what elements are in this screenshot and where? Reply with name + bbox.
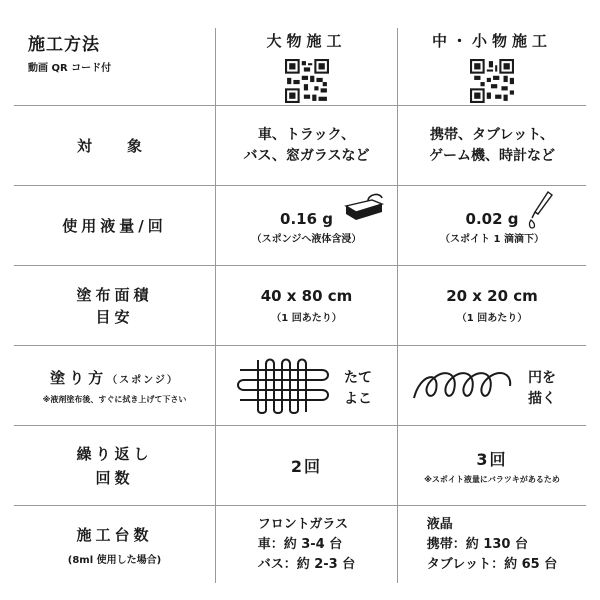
usage-large-value: 0.16 g	[280, 210, 333, 228]
dropper-icon	[522, 190, 556, 230]
row-label-method	[14, 346, 215, 425]
area-small-value: 20 x 20 cm	[446, 287, 538, 305]
row-label-text: 塗布面積	[76, 285, 153, 304]
repeat-small-value: 3回	[476, 449, 508, 469]
count-small-line: 携帯：約 130 台	[426, 537, 528, 552]
count-small-line: タブレット：約 65 台	[426, 557, 558, 572]
repeat-large-value: 2回	[290, 457, 323, 476]
usage-small-note: （スポイト 1 滴滴下）	[440, 234, 544, 245]
qr-code-icon[interactable]	[470, 59, 514, 103]
header-title-cell	[28, 30, 208, 90]
row-label-usage	[14, 186, 215, 265]
count-large-cell	[216, 506, 397, 584]
area-small-note: （1 回あたり）	[456, 313, 528, 324]
circle-stroke-icon	[410, 364, 520, 406]
method-small-label: 円を	[528, 370, 556, 386]
area-large-value: 40 x 80 cm	[260, 287, 353, 305]
area-large-cell	[216, 266, 397, 345]
row-label-area	[14, 266, 215, 345]
target-large-line: バス、窓ガラスなど	[243, 147, 370, 164]
row-label-note: ※液剤塗布後、すぐに拭き上げて下さい	[42, 394, 187, 404]
repeat-small-cell	[398, 426, 586, 505]
target-small-line: ゲーム機、時計など	[429, 147, 555, 164]
row-label-count	[14, 506, 215, 584]
crosshatch-stroke-icon	[234, 356, 334, 416]
target-small-line: 携帯、タブレット、	[429, 126, 555, 143]
row-label-text: 使用液量/回	[62, 217, 167, 235]
sponge-icon	[338, 192, 388, 226]
usage-large-note: （スポンジへ液体含浸）	[251, 234, 362, 245]
count-large-line: フロントガラス	[257, 517, 348, 532]
method-small-cell	[398, 346, 586, 425]
area-large-note: （1 回あたり）	[271, 313, 342, 324]
usage-small-value: 0.02 g	[465, 210, 519, 228]
count-large-line: バス：約 2-3 台	[257, 557, 356, 572]
page-subtitle: 動画 QR コード付	[28, 63, 112, 74]
row-label-text: 塗り方	[50, 368, 108, 387]
row-label-target	[14, 106, 215, 185]
repeat-small-note: ※スポイト液量にバラツキがあるため	[424, 474, 560, 484]
row-label-text: 目安	[95, 307, 134, 326]
row-label-text: 施工台数	[76, 526, 153, 544]
row-label-text: 繰り返し	[76, 444, 153, 463]
target-small-cell	[398, 106, 586, 185]
row-label-subtext: （スポンジ）	[107, 374, 179, 386]
row-label-text: 対 象	[76, 137, 152, 155]
area-small-cell	[398, 266, 586, 345]
row-label-repeat	[14, 426, 215, 505]
usage-small-cell	[398, 186, 586, 265]
count-large-line: 車：約 3-4 台	[257, 537, 343, 552]
column-header-large: 大物施工	[266, 32, 347, 50]
usage-large-cell	[216, 186, 397, 265]
page-title: 施工方法	[28, 35, 100, 55]
count-small-cell	[398, 506, 586, 584]
qr-code-icon[interactable]	[285, 59, 329, 103]
row-label-text: 回数	[95, 468, 134, 487]
method-large-cell	[216, 346, 397, 425]
target-large-line: 車、トラック、	[257, 126, 356, 143]
header-small-cell	[398, 28, 586, 105]
repeat-large-cell	[216, 426, 397, 505]
method-large-label: よこ	[344, 391, 372, 407]
row-label-note: (8ml 使用した場合)	[67, 555, 162, 566]
column-header-small: 中・小物施工	[431, 32, 552, 50]
target-large-cell	[216, 106, 397, 185]
count-small-line: 液晶	[426, 517, 453, 532]
header-large-cell	[216, 28, 397, 105]
method-small-label: 描く	[528, 391, 556, 407]
method-large-label: たて	[344, 370, 372, 386]
